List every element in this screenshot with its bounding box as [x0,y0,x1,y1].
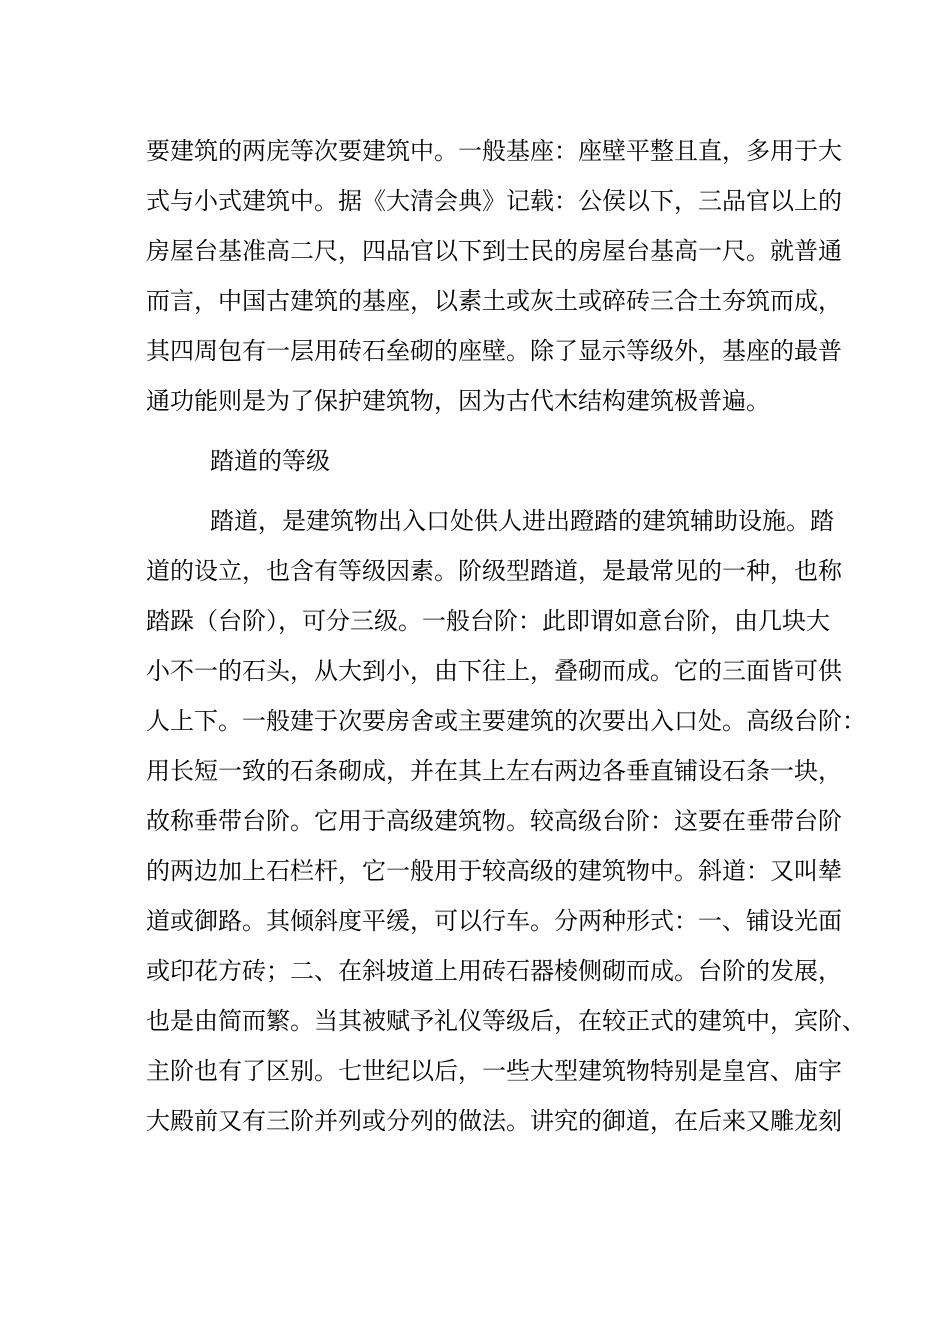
section-heading-block [146,436,806,486]
paragraph-line: 踏跺（台阶），可分三级。一般台阶：此即谓如意台阶，由几块大 [146,607,830,635]
paragraph-line: 主阶也有了区别。七世纪以后，一些大型建筑物特别是皇宫、庙宇 [146,1057,842,1085]
paragraph-line: 也是由简而繁。当其被赋予礼仪等级后，在较正式的建筑中，宾阶、 [146,1007,866,1035]
paragraph-line: 小不一的石头，从大到小，由下往上，叠砌而成。它的三面皆可供 [146,657,842,685]
paragraph-line: 用长短一致的石条砌成，并在其上左右两边各垂直铺设石条一块， [146,757,842,785]
paragraph-line: 或印花方砖；二、在斜坡道上用砖石器棱侧砌而成。台阶的发展， [146,957,842,985]
paragraph-line: 大殿前又有三阶并列或分列的做法。讲究的御道，在后来又雕龙刻 [146,1107,842,1135]
paragraph-line: 要建筑的两庑等次要建筑中。一般基座：座壁平整且直，多用于大 [146,137,842,165]
paragraph-line: 的两边加上石栏杆，它一般用于较高级的建筑物中。斜道：又叫辇 [146,857,842,885]
section-heading: 踏道的等级 [210,447,330,475]
paragraph-line: 踏道，是建筑物出入口处供人进出蹬踏的建筑辅助设施。踏 [210,507,834,535]
paragraph-steps [146,496,866,1146]
paragraph-line: 道或御路。其倾斜度平缓，可以行车。分两种形式：一、铺设光面 [146,907,842,935]
paragraph-line: 故称垂带台阶。它用于高级建筑物。较高级台阶：这要在垂带台阶 [146,807,842,835]
paragraph-line: 而言，中国古建筑的基座，以素土或灰土或碎砖三合土夯筑而成， [146,287,842,315]
paragraph-line: 式与小式建筑中。据《大清会典》记载：公侯以下，三品官以上的 [146,187,842,215]
paragraph-line: 人上下。一般建于次要房舍或主要建筑的次要出入口处。高级台阶： [146,707,866,735]
paragraph-line: 房屋台基准高二尺，四品官以下到士民的房屋台基高一尺。就普通 [146,237,842,265]
paragraph-base-platform [146,126,842,426]
paragraph-line: 其四周包有一层用砖石垒砌的座壁。除了显示等级外，基座的最普 [146,337,842,365]
paragraph-line: 通功能则是为了保护建筑物，因为古代木结构建筑极普遍。 [146,387,770,415]
paragraph-line: 道的设立，也含有等级因素。阶级型踏道，是最常见的一种，也称 [146,557,842,585]
